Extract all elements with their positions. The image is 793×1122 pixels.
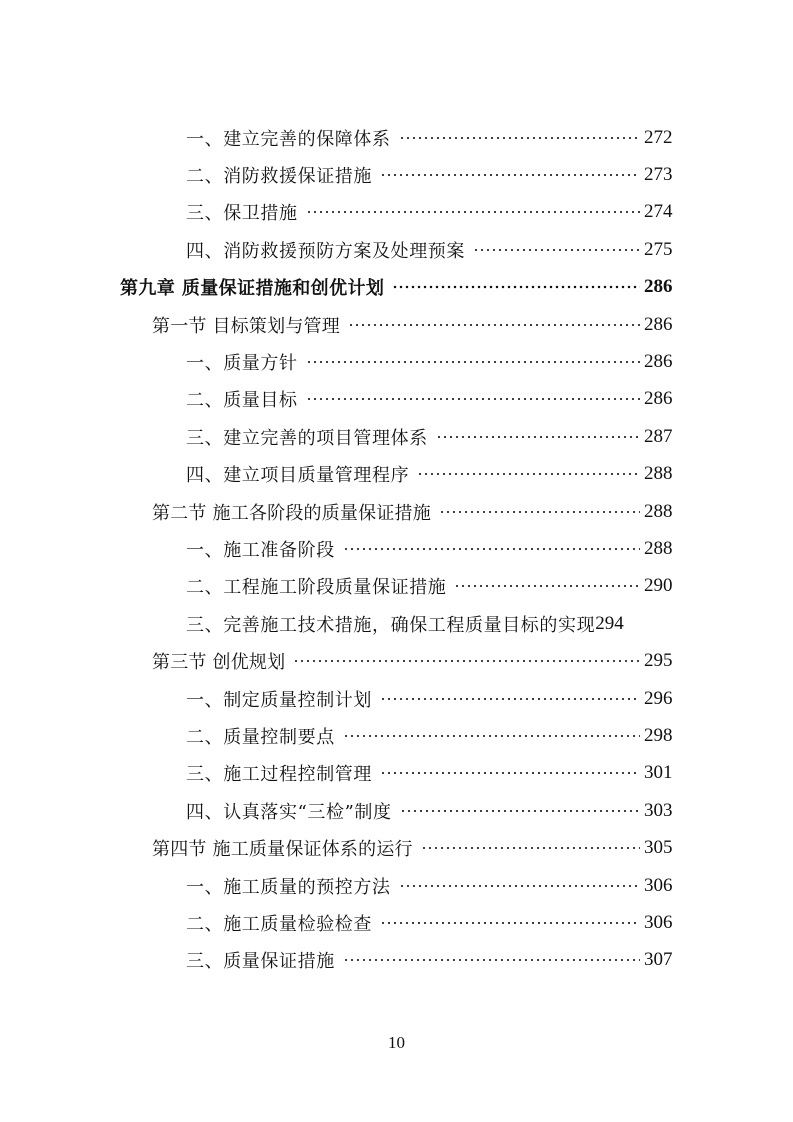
toc-entry[interactable]	[0, 456, 793, 493]
toc-entry-title: 二、消防救援保证措施	[186, 166, 372, 188]
toc-entry-title: 二、质量控制要点	[186, 726, 335, 748]
toc-entry-title: 二、质量目标	[186, 390, 298, 412]
dot-leader	[421, 840, 640, 856]
toc-entry[interactable]	[0, 867, 793, 904]
toc-entry-page: 274	[644, 201, 673, 223]
toc-entry-page: 288	[644, 537, 673, 559]
toc-entry-title: 一、建立完善的保障体系	[186, 128, 391, 150]
dot-leader	[343, 728, 640, 744]
toc-entry[interactable]	[0, 194, 793, 231]
toc-entry[interactable]	[0, 156, 793, 193]
toc-entry-page: 286	[644, 351, 673, 373]
toc-entry[interactable]	[0, 343, 793, 380]
toc-entry-title: 二、工程施工阶段质量保证措施	[186, 577, 447, 599]
toc-entry-page: 301	[644, 762, 673, 784]
dot-leader	[343, 952, 640, 968]
toc-entry[interactable]	[0, 530, 793, 567]
toc-entry[interactable]	[0, 755, 793, 792]
dot-leader	[400, 803, 640, 819]
dot-leader	[306, 354, 640, 370]
toc-entry-title: 四、消防救援预防方案及处理预案	[186, 240, 465, 262]
toc-section-title: 第一节 目标策划与管理	[152, 315, 340, 337]
toc-section-title: 第二节 施工各阶段的质量保证措施	[152, 502, 431, 524]
toc-entry-page: 303	[644, 799, 673, 821]
toc-entry-title: 一、施工准备阶段	[186, 539, 335, 561]
toc-section-page: 286	[644, 313, 673, 335]
dot-leader	[348, 317, 640, 333]
toc-entry-title: 一、施工质量的预控方法	[186, 876, 391, 898]
dot-leader	[392, 279, 640, 295]
dot-leader	[473, 242, 640, 258]
toc-section-title: 第三节 创优规划	[152, 652, 286, 674]
toc-entry-page: 290	[644, 575, 673, 597]
toc-entry[interactable]	[0, 119, 793, 156]
toc-entry-page: 288	[644, 463, 673, 485]
toc-entry-title: 三、施工过程控制管理	[186, 764, 372, 786]
toc-entry-title: 三、质量保证措施	[186, 951, 335, 973]
dot-leader	[343, 541, 640, 557]
toc-entry-page: 287	[644, 425, 673, 447]
toc-entry-page: 273	[644, 164, 673, 186]
toc-entry-page: 286	[644, 388, 673, 410]
dot-leader	[380, 915, 640, 931]
toc-entry[interactable]	[0, 605, 793, 642]
dot-leader	[293, 653, 640, 669]
toc-entry[interactable]	[0, 904, 793, 941]
toc-entry-title: 一、质量方针	[186, 353, 298, 375]
toc-entry-title: 一、制定质量控制计划	[186, 689, 372, 711]
toc-entry-page: 294	[595, 612, 624, 634]
dot-leader	[306, 204, 640, 220]
toc-entry[interactable]	[0, 381, 793, 418]
toc-chapter-page: 286	[644, 276, 673, 298]
toc-entry[interactable]	[0, 717, 793, 754]
dot-leader	[439, 504, 640, 520]
toc-entry-title: 三、保卫措施	[186, 203, 298, 225]
toc-entry-page: 275	[644, 238, 673, 260]
toc-entry[interactable]	[0, 792, 793, 829]
toc-entry-page: 306	[644, 874, 673, 896]
toc-entry[interactable]	[0, 418, 793, 455]
dot-leader	[399, 878, 640, 894]
toc-entry-title: 四、建立项目质量管理程序	[186, 465, 410, 487]
table-of-contents	[0, 119, 793, 979]
dot-leader	[454, 578, 640, 594]
dot-leader	[436, 429, 640, 445]
toc-section-entry[interactable]	[0, 829, 793, 866]
toc-section-entry[interactable]	[0, 642, 793, 679]
toc-entry[interactable]	[0, 942, 793, 979]
toc-entry-title: 三、完善施工技术措施，确保工程质量目标的实现	[186, 614, 596, 636]
dot-leader	[417, 466, 640, 482]
toc-entry[interactable]	[0, 568, 793, 605]
toc-entry-page: 296	[644, 687, 673, 709]
page-number: 10	[388, 1033, 405, 1052]
toc-section-page: 305	[644, 837, 673, 859]
toc-entry-title: 三、建立完善的项目管理体系	[186, 427, 428, 449]
toc-section-page: 288	[644, 500, 673, 522]
toc-section-title: 第四节 施工质量保证体系的运行	[152, 839, 413, 861]
toc-entry-title: 二、施工质量检验检查	[186, 913, 372, 935]
dot-leader	[399, 130, 640, 146]
toc-section-entry[interactable]	[0, 306, 793, 343]
toc-entry-page: 307	[644, 949, 673, 971]
toc-chapter-entry[interactable]	[0, 269, 793, 306]
toc-section-entry[interactable]	[0, 493, 793, 530]
toc-entry-title: 四、认真落实“三检”制度	[186, 801, 392, 823]
toc-entry[interactable]	[0, 231, 793, 268]
toc-chapter-title: 第九章 质量保证措施和创优计划	[120, 278, 385, 300]
dot-leader	[380, 691, 640, 707]
toc-section-page: 295	[644, 650, 673, 672]
toc-entry[interactable]	[0, 680, 793, 717]
toc-entry-page: 306	[644, 911, 673, 933]
dot-leader	[380, 167, 640, 183]
dot-leader	[306, 391, 640, 407]
toc-entry-page: 298	[644, 724, 673, 746]
toc-entry-page: 272	[644, 126, 673, 148]
dot-leader	[380, 765, 640, 781]
